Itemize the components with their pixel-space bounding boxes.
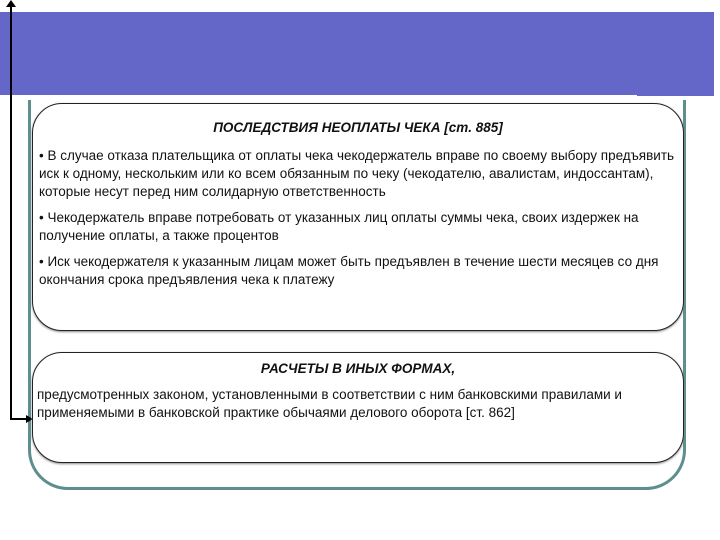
box-title: РАСЧЕТЫ В ИНЫХ ФОРМАХ, bbox=[260, 361, 456, 376]
connector-line-vertical bbox=[10, 2, 12, 419]
box-title: ПОСЛЕДСТВИЯ НЕОПЛАТЫ ЧЕКА [cm. 885] bbox=[213, 120, 503, 135]
header-banner bbox=[0, 12, 714, 96]
other-forms-box bbox=[32, 352, 684, 463]
list-item: • Иск чекодержателя к указанным лицам может быть предъявлен в течение шести месяцев со дня окончания срока предъявления чека к платежу bbox=[39, 254, 659, 287]
banner-divider bbox=[0, 95, 637, 98]
arrow-up-icon bbox=[6, 0, 16, 7]
list-item: • Чекодержатель вправе потребовать от указанных лиц оплаты суммы чека, своих издержек на получение оплаты, а также процентов bbox=[39, 210, 639, 243]
list-item: • В случае отказа плательщика от оплаты чека чекодержатель вправе по своему выбору предъявить иск к одному, нескольким или ко всем обязанным по чеку (чекодателю, авалистам, индоссантам), которые несут перед ним солидарную ответственность bbox=[39, 148, 675, 199]
box-text: предусмотренных законом, установленными в соответствии с ним банковскими правилами и применяемыми в банковской практике обычаями делового оборота [ст. 862] bbox=[37, 387, 622, 420]
check-nonpayment-box bbox=[32, 103, 684, 331]
